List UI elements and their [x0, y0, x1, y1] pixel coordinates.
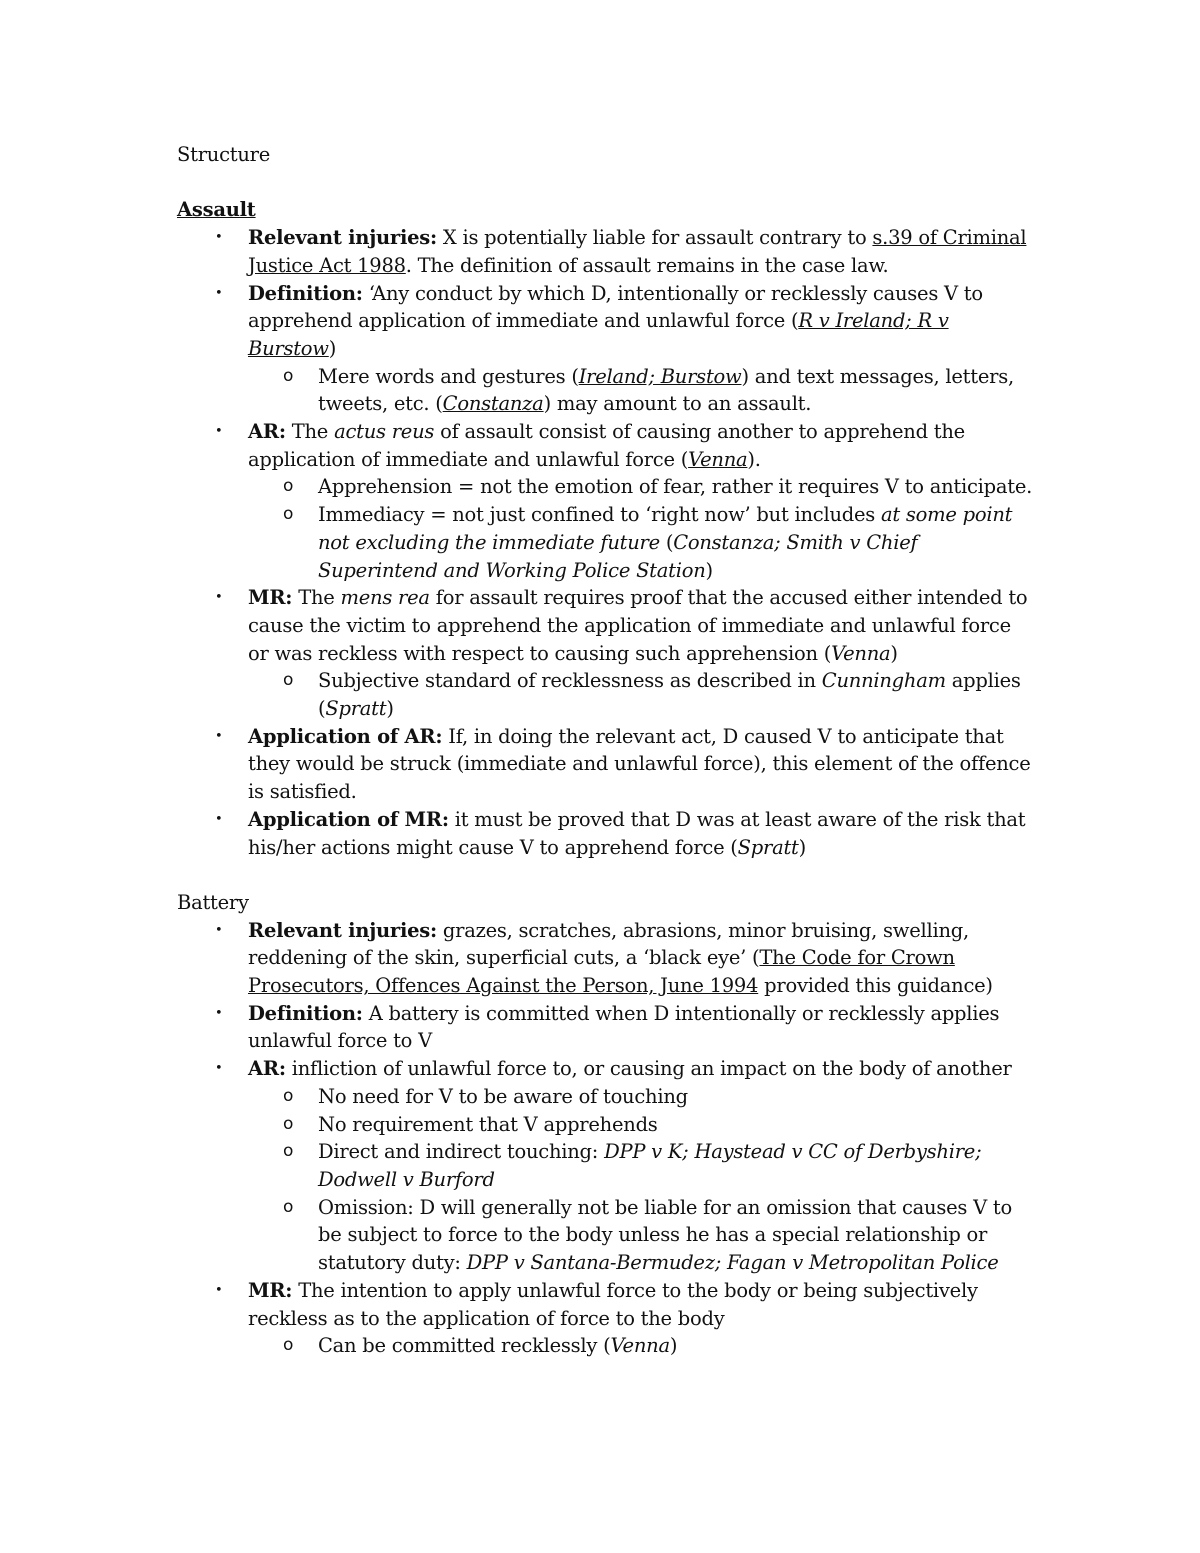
- circle-bullet-icon: o: [283, 1085, 294, 1106]
- text-run: at some point not excluding the immediate future: [318, 503, 1013, 554]
- sub-bullet-item: [177, 363, 1037, 418]
- bullet-label: AR:: [248, 420, 286, 444]
- bullet-icon: •: [215, 590, 223, 606]
- text-run: Cunningham: [821, 669, 946, 693]
- text-run: If, in doing the relevant act, D caused V to anticipate that they would be struck (immediate and unlawful force), this element of the offence is satisfied.: [248, 724, 1031, 804]
- text-run: it must be proved that D was at least aware of the risk that his/her actions might cause V to apprehend force (: [248, 807, 1026, 859]
- text-run: s.39 of Criminal Justice Act 1988: [248, 226, 1027, 277]
- text-run: for assault requires proof that the accused either intended to cause the victim to apprehend the application of immediate and unlawful force or was reckless with respect to causing such apprehension (: [248, 586, 1028, 665]
- document-title: Structure: [177, 143, 271, 166]
- sub-bullet-item: [177, 1111, 1037, 1139]
- text-run: Spratt: [325, 697, 387, 721]
- text-run: mens rea: [340, 586, 430, 610]
- text-run: actus reus: [334, 420, 435, 444]
- bullet-label: MR:: [248, 586, 293, 610]
- text-run: Venna: [688, 447, 748, 471]
- bullet-item: [177, 280, 1037, 363]
- bullet-icon: •: [215, 285, 223, 301]
- text-run: The Code for Crown Prosecutors, Offences Against the Person, June 1994: [248, 946, 955, 998]
- section-heading-assault: Assault: [177, 198, 256, 222]
- bullet-icon: •: [215, 922, 223, 938]
- bullet-icon: •: [215, 811, 223, 827]
- bullet-label: Definition:: [248, 1001, 363, 1025]
- bullet-item: [177, 1277, 1037, 1332]
- bullet-item: [177, 224, 1037, 279]
- sub-bullet-item: [177, 1083, 1037, 1111]
- bullet-label: Application of AR:: [248, 724, 443, 748]
- text-run: A battery is committed when D intentionally or recklessly applies unlawful force to V: [248, 1001, 1000, 1053]
- text-run: R v Ireland; R v Burstow: [248, 309, 949, 360]
- bullet-icon: •: [215, 728, 223, 744]
- text-run: ‘Any conduct by which D, intentionally or recklessly causes V to apprehend application of immediate and unlawful force (: [248, 281, 983, 333]
- text-run: Constanza: [442, 392, 544, 416]
- text-run: No requirement that V apprehends: [318, 1112, 658, 1136]
- sub-bullet-item: [177, 1194, 1037, 1277]
- bullet-icon: •: [215, 1005, 223, 1021]
- text-run: Ireland; Burstow: [578, 364, 742, 388]
- bullet-label: Relevant injuries:: [248, 918, 437, 942]
- text-run: ) and text messages, letters, tweets, etc. (: [318, 364, 1014, 416]
- text-run: Venna: [610, 1334, 670, 1358]
- sections-container: [177, 196, 1037, 1360]
- sub-bullet-item: [177, 1138, 1037, 1193]
- text-run: DPP v Santana-Bermudez; Fagan v Metropolitan Police: [466, 1251, 999, 1275]
- circle-bullet-icon: o: [283, 1141, 294, 1162]
- bullet-label: AR:: [248, 1057, 286, 1081]
- text-run: Direct and indirect touching:: [318, 1140, 605, 1164]
- bullet-item: [177, 1000, 1037, 1055]
- text-run: of assault consist of causing another to apprehend the application of immediate and unlawful force (: [248, 420, 965, 471]
- text-run: Mere words and gestures (: [318, 364, 579, 388]
- circle-bullet-icon: o: [283, 1113, 294, 1134]
- bullet-item: [177, 418, 1037, 473]
- circle-bullet-icon: o: [283, 670, 294, 691]
- text-run: . The definition of assault remains in the case law.: [405, 253, 889, 277]
- bullet-item: [177, 723, 1037, 806]
- document-body: [177, 141, 1037, 1360]
- section-heading-battery: Battery: [177, 890, 249, 914]
- bullet-icon: •: [215, 1282, 223, 1298]
- sub-bullet-item: [177, 1332, 1037, 1360]
- text-run: Apprehension = not the emotion of fear, rather it requires V to anticipate.: [318, 475, 1033, 499]
- text-run: grazes, scratches, abrasions, minor bruising, swelling, reddening of the skin, superficial cuts, a ‘black eye’ (: [248, 918, 969, 970]
- bullet-icon: •: [215, 424, 223, 440]
- text-run: Immediacy = not just confined to ‘right now’ but includes: [318, 503, 881, 527]
- section-spacer: [177, 861, 1037, 889]
- circle-bullet-icon: o: [283, 365, 294, 386]
- text-run: No need for V to be aware of touching: [318, 1084, 688, 1108]
- text-run: The: [285, 420, 335, 444]
- text-run: Omission: D will generally not be liable for an omission that causes V to be subject to force to the body unless he has a special relationship or statutory duty:: [318, 1195, 1012, 1275]
- bullet-label: MR:: [248, 1278, 293, 1302]
- bullet-icon: •: [215, 1061, 223, 1077]
- text-run: Spratt: [737, 835, 799, 859]
- sub-bullet-item: [177, 667, 1037, 722]
- bullet-icon: •: [215, 230, 223, 246]
- text-run: ): [890, 641, 898, 665]
- text-run: ).: [747, 447, 761, 471]
- text-run: provided this guidance): [758, 974, 993, 998]
- sub-bullet-item: [177, 473, 1037, 501]
- bullet-item: [177, 584, 1037, 667]
- bullet-label: Relevant injuries:: [248, 226, 437, 250]
- text-run: ): [328, 336, 337, 360]
- text-run: ) may amount to an assault.: [543, 392, 812, 416]
- circle-bullet-icon: o: [283, 1335, 294, 1356]
- bullet-item: [177, 1055, 1037, 1083]
- circle-bullet-icon: o: [283, 504, 294, 525]
- text-run: X is potentially liable for assault contrary to: [436, 226, 873, 250]
- text-run: ): [798, 835, 806, 859]
- text-run: Can be committed recklessly (: [318, 1334, 611, 1358]
- text-run: ): [669, 1334, 678, 1358]
- bullet-label: Application of MR:: [248, 807, 449, 831]
- text-run: infliction of unlawful force to, or causing an impact on the body of another: [285, 1057, 1012, 1081]
- text-run: Venna: [831, 641, 891, 665]
- text-run: ): [705, 558, 713, 582]
- text-run: The intention to apply unlawful force to the body or being subjectively reckless as to the application of force to the body: [248, 1278, 978, 1330]
- circle-bullet-icon: o: [283, 1196, 294, 1217]
- text-run: The: [292, 586, 341, 610]
- bullet-label: Definition:: [248, 281, 363, 305]
- text-run: DPP v K; Haystead v CC of Derbyshire; Dodwell v Burford: [318, 1140, 982, 1191]
- text-run: applies (: [318, 669, 1021, 721]
- bullet-item: [177, 806, 1037, 861]
- sub-bullet-item: [177, 501, 1037, 584]
- text-run: Subjective standard of recklessness as described in: [318, 669, 822, 693]
- circle-bullet-icon: o: [283, 476, 294, 497]
- text-run: Constanza; Smith v Chief Superintend and Working Police Station: [318, 530, 918, 582]
- text-run: ): [386, 697, 394, 721]
- bullet-item: [177, 917, 1037, 1000]
- text-run: (: [659, 530, 674, 554]
